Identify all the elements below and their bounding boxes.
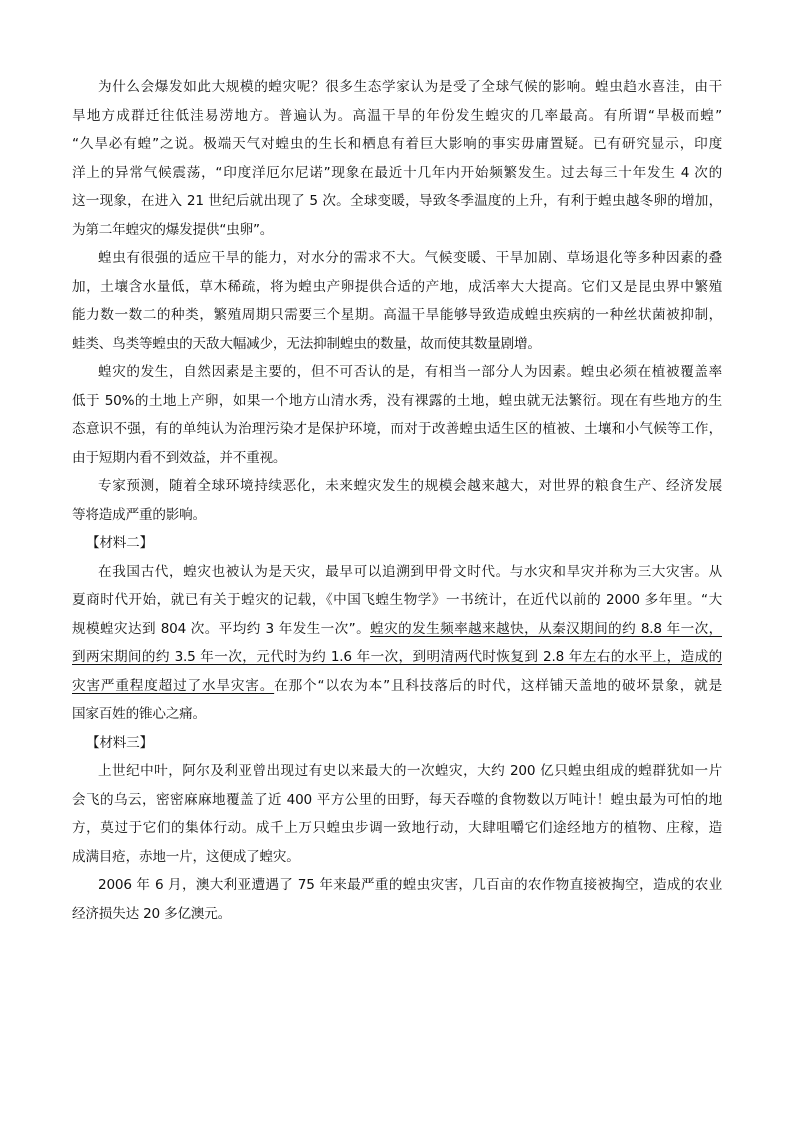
- paragraph: [72, 358, 722, 472]
- text-line: [72, 273, 722, 302]
- text-line: [72, 301, 722, 330]
- text-segment: 洋上的异常气候震荡，“印度洋厄尔尼诺”现象在最近十几年内开始频繁发生。过去每三十年发生 4 次的: [72, 164, 722, 181]
- text-segment: 这一现象，在进入 21 世纪后就出现了 5 次。全球变暖，导致冬季温度的上升，有利于蝗虫越冬卵的增加，: [72, 193, 722, 209]
- text-line: [72, 159, 722, 188]
- underlined-text: 蝗灾的发生频率越来越快，从秦汉期间的约 8.8 年一次，: [370, 620, 722, 637]
- text-segment: 规模蝗灾达到 804 次。平均约 3 年发生一次”。: [72, 620, 371, 637]
- text-line: [72, 729, 722, 758]
- text-segment: 在我国古代，蝗灾也被认为是天灾，最早可以追溯到甲骨文时代。与水灾和旱灾并称为三大灾害。从: [98, 563, 722, 580]
- text-segment: 2006 年 6 月，澳大利亚遭遇了 75 年来最严重的蝗虫灾害，几百亩的农作物直接被掏空，造成的农业: [98, 877, 722, 893]
- text-line: [72, 757, 722, 786]
- text-line: [72, 786, 722, 815]
- text-segment: 会飞的乌云，密密麻麻地覆盖了近 400 平方公里的田野，每天吞噬的食物数以万吨计！蝗虫最为可怕的地: [72, 791, 722, 808]
- text-line: [72, 244, 722, 273]
- text-line: [72, 415, 722, 444]
- text-line: [72, 501, 722, 530]
- text-line: [72, 73, 722, 102]
- text-line: [72, 387, 722, 416]
- text-line: [72, 843, 722, 872]
- underlined-text: 到两宋期间的约 3.5 年一次，元代时为约 1.6 年一次，到明清两代时恢复到 2.8 年左右的水平上，造成的: [72, 649, 722, 665]
- text-line: [72, 871, 722, 900]
- text-segment: 加，土壤含水量低，草木稀疏，将为蝗虫产卵提供合适的产地，成活率大大提高。它们又是昆虫界中繁殖: [72, 278, 722, 295]
- text-segment: 【材料三】: [86, 734, 153, 751]
- text-segment: 旱地方成群迁往低洼易涝地方。普遍认为。高温干旱的年份发生蝗灾的几率最高。有所谓“旱极而蝗”: [72, 107, 722, 124]
- text-segment: 专家预测，随着全球环境持续恶化，未来蝗灾发生的规模会越来越大，对世界的粮食生产、经济发展: [98, 478, 722, 494]
- text-segment: 等将造成严重的影响。: [72, 506, 206, 523]
- text-line: [72, 358, 722, 387]
- section-heading: [72, 529, 722, 558]
- text-segment: 为什么会爆发如此大规模的蝗灾呢？很多生态学家认为是受了全球气候的影响。蝗虫趋水喜洼，由干: [98, 79, 722, 95]
- paragraph: [72, 472, 722, 529]
- paragraph: [72, 244, 722, 358]
- text-segment: 【材料二】: [86, 535, 153, 551]
- text-segment: 在那个“以农为本”且科技落后的时代，这样铺天盖地的破坏景象，就是: [274, 677, 723, 694]
- text-segment: 夏商时代开始，就已有关于蝗灾的记载，《中国飞蝗生物学》一书统计，在近代以前的 2000 多年里。“大: [72, 592, 722, 608]
- text-line: [72, 643, 722, 672]
- text-segment: 为第二年蝗灾的爆发提供“虫卵”。: [72, 221, 274, 238]
- text-line: [72, 444, 722, 473]
- text-line: [72, 700, 722, 729]
- text-segment: 低于 50%的土地上产卵，如果一个地方山清水秀，没有裸露的土地，蝗虫就无法繁衍。现在有些地方的生: [72, 392, 722, 409]
- text-line: [72, 558, 722, 587]
- text-segment: 上世纪中叶，阿尔及利亚曾出现过有史以来最大的一次蝗灾，大约 200 亿只蝗虫组成的蝗群犹如一片: [98, 763, 722, 779]
- text-line: [72, 187, 722, 216]
- text-line: [72, 615, 722, 644]
- text-line: [72, 216, 722, 245]
- text-segment: 成满目疮，赤地一片，这便成了蝗灾。: [72, 848, 300, 865]
- text-segment: 经济损失达 20 多亿澳元。: [72, 905, 232, 922]
- text-line: [72, 814, 722, 843]
- text-segment: 由于短期内看不到效益，并不重视。: [72, 449, 287, 466]
- text-line: [72, 529, 722, 558]
- document-body: [72, 73, 722, 928]
- text-segment: 能力数一数二的种类，繁殖周期只需要三个星期。高温干旱能够导致造成蝗虫疾病的一种丝状菌被抑制，: [72, 307, 722, 323]
- paragraph: [72, 757, 722, 871]
- paragraph: [72, 871, 722, 928]
- section-heading: [72, 729, 722, 758]
- paragraph: [72, 558, 722, 729]
- text-line: [72, 130, 722, 159]
- text-segment: 蝗灾的发生，自然因素是主要的，但不可否认的是，有相当一部分人为因素。蝗虫必须在植被覆盖率: [98, 364, 722, 380]
- text-line: [72, 330, 722, 359]
- text-line: [72, 586, 722, 615]
- text-segment: 蛙类、鸟类等蝗虫的天敌大幅减少，无法抑制蝗虫的数量，故而使其数量剧增。: [72, 335, 541, 352]
- text-segment: 态意识不强，有的单纯认为治理污染才是保护环境，而对于改善蝗虫适生区的植被、土壤和小气候等工作，: [72, 421, 722, 437]
- text-line: [72, 900, 722, 929]
- text-line: [72, 102, 722, 131]
- text-segment: 国家百姓的锥心之痛。: [72, 706, 206, 722]
- text-segment: “久旱必有蝗”之说。极端天气对蝗虫的生长和栖息有着巨大影响的事实毋庸置疑。已有研究显示，印度: [72, 136, 722, 152]
- text-segment: 蝗虫有很强的适应干旱的能力，对水分的需求不大。气候变暖、干旱加剧、草场退化等多种因素的叠: [98, 250, 722, 266]
- paragraph: [72, 73, 722, 244]
- text-segment: 方，莫过于它们的集体行动。成千上万只蝗虫步调一致地行动，大肆咀嚼它们途经地方的植物、庄稼，造: [72, 820, 722, 836]
- text-line: [72, 672, 722, 701]
- underlined-text: 灾害严重程度超过了水旱灾害。: [72, 677, 275, 694]
- text-line: [72, 472, 722, 501]
